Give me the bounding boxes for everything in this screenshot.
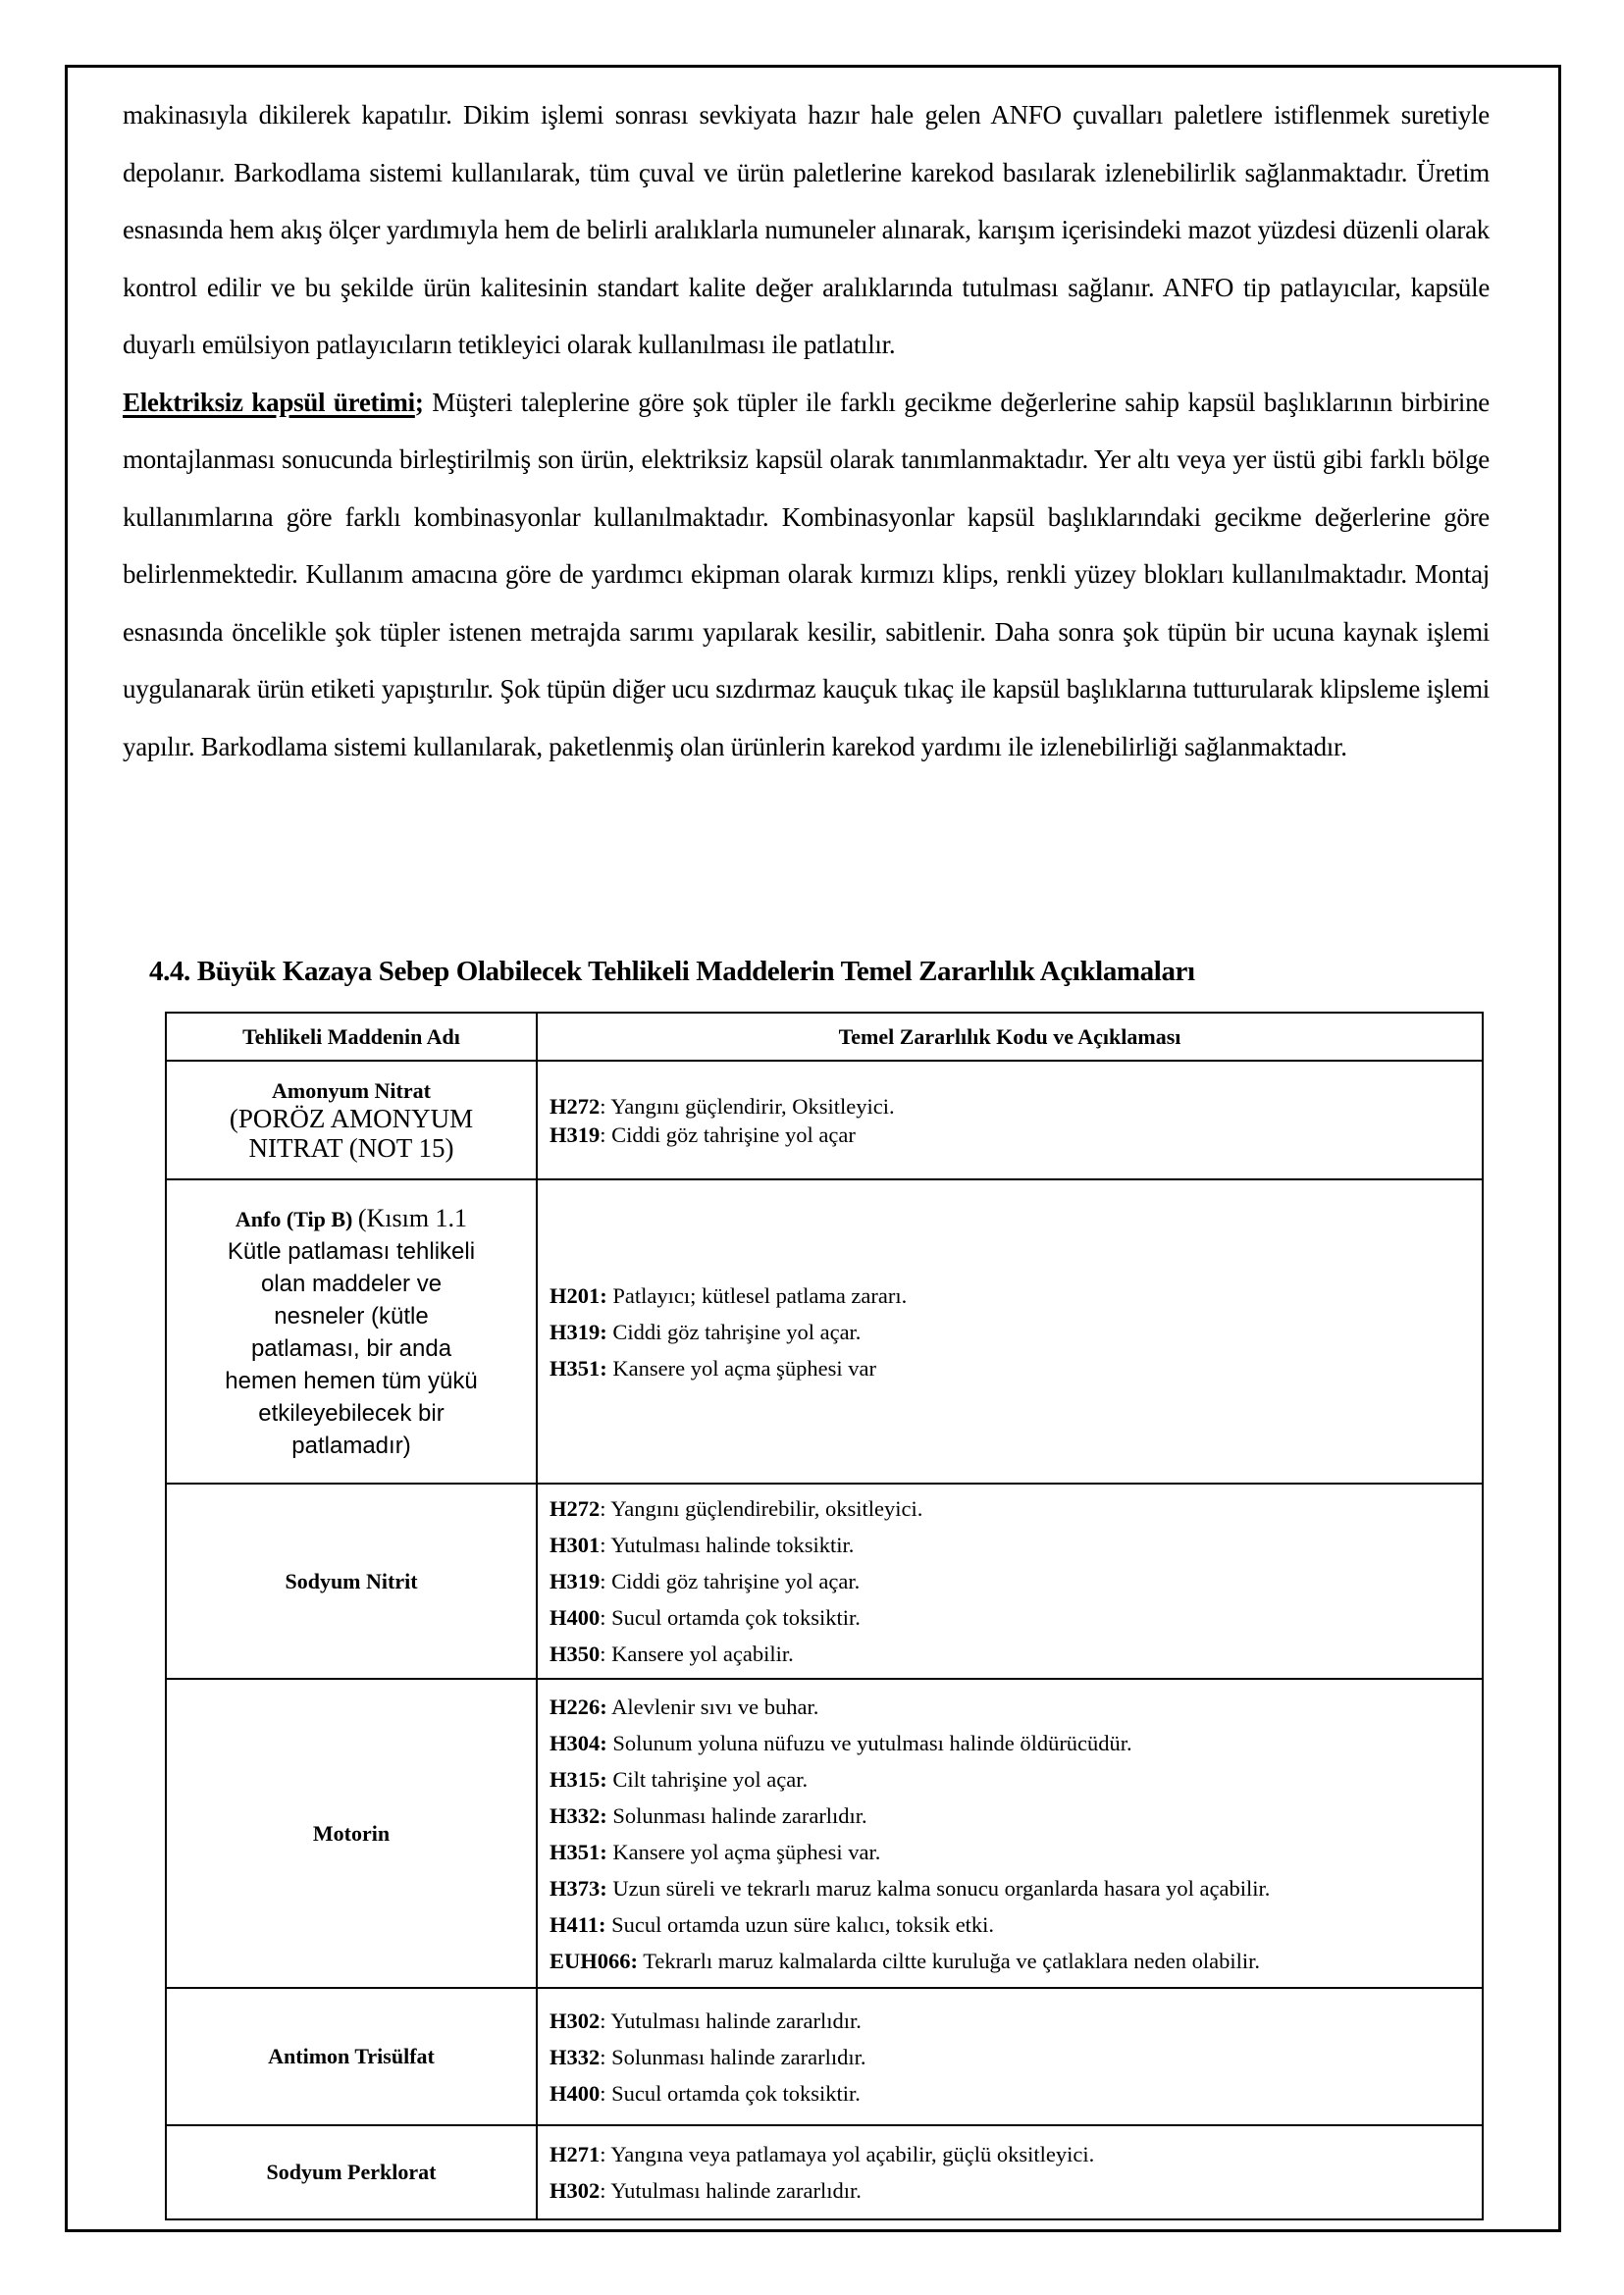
hazard-text: Yutulması halinde toksiktir. xyxy=(610,1533,855,1557)
hazard-text: Sucul ortamda çok toksiktir. xyxy=(611,1605,861,1630)
hazard-text: Kansere yol açma şüphesi var. xyxy=(612,1839,881,1864)
hazard-text: Patlayıcı; kütlesel patlama zararı. xyxy=(612,1282,908,1308)
inline-heading-punct: ; xyxy=(414,387,424,417)
hazard-codes-cell xyxy=(537,1988,1483,2125)
hazard-code: H351: xyxy=(550,1839,607,1864)
hazard-statement xyxy=(550,1761,1470,1798)
hazard-statement: H332: Solunması halinde zararlıdır. xyxy=(550,2044,866,2069)
hazard-code: H319 xyxy=(550,1121,601,1147)
hazard-text: Solunması halinde zararlıdır. xyxy=(611,2044,866,2069)
hazard-statement xyxy=(550,1943,1470,1979)
hazard-statement xyxy=(550,1906,1470,1943)
hazard-code: H302 xyxy=(550,2178,601,2203)
hazard-statement: H271: Yangına veya patlamaya yol açabilir, güçlü oksitleyici. xyxy=(550,2142,1095,2166)
hazard-codes-cell xyxy=(537,1061,1483,1179)
hazard-code: H411: xyxy=(550,1911,606,1937)
hazard-text: Sucul ortamda çok toksiktir. xyxy=(611,2080,861,2106)
hazard-code: H201: xyxy=(550,1282,607,1308)
hazard-statement: H272: Yangını güçlendirir, Oksitleyici. xyxy=(550,1093,895,1119)
body-text xyxy=(123,86,1490,775)
substance-name: Motorin xyxy=(312,1820,391,1846)
substance-note: olan maddeler ve xyxy=(260,1270,443,1297)
hazard-text: Ciddi göz tahrişine yol açar. xyxy=(611,1569,861,1593)
hazard-statement xyxy=(550,1798,1470,1834)
hazard-text: Kansere yol açma şüphesi var xyxy=(612,1355,877,1381)
hazard-table xyxy=(165,1012,1484,2220)
hazard-statement xyxy=(550,1725,1470,1761)
table-row xyxy=(166,1179,1483,1484)
hazard-statement: H272: Yangını güçlendirebilir, oksitleyici. xyxy=(550,1496,923,1521)
hazard-text: Solunum yoluna nüfuzu ve yutulması halinde öldürücüdür. xyxy=(612,1730,1132,1755)
hazard-text: Solunması halinde zararlıdır. xyxy=(612,1802,867,1828)
table-row xyxy=(166,2125,1483,2219)
hazard-codes-cell xyxy=(537,1679,1483,1988)
substance-name: Sodyum Nitrit xyxy=(285,1568,418,1593)
hazard-code: H332 xyxy=(550,2044,601,2069)
substance-name: Amonyum Nitrat xyxy=(272,1077,431,1103)
hazard-statement xyxy=(550,1834,1470,1870)
hazard-codes-cell xyxy=(537,1179,1483,1484)
substance-note: patlamadır) xyxy=(291,1432,411,1459)
substance-note: nesneler (kütle xyxy=(274,1302,429,1330)
hazard-statement: H400: Sucul ortamda çok toksiktir. xyxy=(550,2080,861,2106)
hazard-text: Alevlenir sıvı ve buhar. xyxy=(611,1694,819,1719)
hazard-code: H332: xyxy=(550,1802,607,1828)
section-number: 4.4. xyxy=(149,956,190,987)
inline-heading-electricless-detonator: Elektriksiz kapsül üretimi xyxy=(123,387,415,417)
hazard-text: Kansere yol açabilir. xyxy=(611,1642,794,1666)
hazard-code: H350 xyxy=(550,1642,601,1666)
hazard-statement xyxy=(550,1689,1470,1725)
hazard-code: H272 xyxy=(550,1093,601,1119)
hazard-code: H351: xyxy=(550,1355,607,1381)
hazard-code: H271 xyxy=(550,2142,601,2166)
hazard-code: H272 xyxy=(550,1496,601,1521)
hazard-text: Cilt tahrişine yol açar. xyxy=(612,1766,809,1792)
hazard-statement xyxy=(550,1870,1470,1906)
hazard-code: EUH066: xyxy=(550,1948,638,1973)
substance-note: hemen hemen tüm yükü xyxy=(225,1367,478,1394)
substance-name-cell xyxy=(166,1061,537,1179)
hazard-text: Yangını güçlendirebilir, oksitleyici. xyxy=(610,1496,923,1521)
substance-note: (PORÖZ AMONYUM xyxy=(229,1103,474,1133)
hazard-codes-cell xyxy=(537,2125,1483,2219)
hazard-statement xyxy=(550,1350,1470,1386)
hazard-statement: H319: Ciddi göz tahrişine yol açar. xyxy=(550,1569,861,1593)
hazard-code: H319: xyxy=(550,1319,607,1344)
table-row xyxy=(166,1988,1483,2125)
hazard-text: Sucul ortamda uzun süre kalıcı, toksik etki. xyxy=(611,1911,995,1937)
table-row xyxy=(166,1484,1483,1679)
table-header-row xyxy=(166,1013,1483,1061)
hazard-text: Ciddi göz tahrişine yol açar xyxy=(611,1121,856,1147)
hazard-code: H304: xyxy=(550,1730,607,1755)
substance-name: Sodyum Perklorat xyxy=(266,2160,437,2184)
table-row xyxy=(166,1679,1483,1988)
substance-note: Kütle patlaması tehlikeli xyxy=(227,1237,476,1265)
hazard-text: Yutulması halinde zararlıdır. xyxy=(610,2178,862,2203)
substance-note: patlaması, bir anda xyxy=(250,1334,452,1362)
hazard-statement: H301: Yutulması halinde toksiktir. xyxy=(550,1533,855,1557)
substance-note: NITRAT (NOT 15) xyxy=(248,1132,454,1163)
substance-class: (Kısım 1.1 xyxy=(357,1203,468,1232)
substance-name: Antimon Trisülfat xyxy=(268,2044,435,2068)
hazard-statement: H319: Ciddi göz tahrişine yol açar xyxy=(550,1121,856,1147)
hazard-statement: H350: Kansere yol açabilir. xyxy=(550,1642,794,1666)
section-heading xyxy=(149,956,1195,988)
hazard-code: H226: xyxy=(550,1694,607,1719)
paragraph-electricless-detonator xyxy=(123,374,1490,776)
header-substance-name: Tehlikeli Maddenin Adı xyxy=(166,1013,537,1061)
substance-name-cell xyxy=(166,1179,537,1484)
hazard-text: Yutulması halinde zararlıdır. xyxy=(610,2008,862,2033)
hazard-statement xyxy=(550,1278,1470,1314)
hazard-text: Ciddi göz tahrişine yol açar. xyxy=(612,1319,862,1344)
hazard-code: H400 xyxy=(550,1605,601,1630)
table-row xyxy=(166,1061,1483,1179)
paragraph-text: Müşteri taleplerine göre şok tüpler ile farklı gecikme değerlerine sahip kapsül başlıklarının birbirine montajlanması sonucunda birleştirilmiş son ürün, elektriksiz kapsül olarak tanımlanmaktadır. Yer altı veya yer üstü gibi farklı bölge kullanımlarına göre farklı kombinasyonlar kullanılmaktadır. Kombinasyonlar kapsül başlıklarındaki gecikme değerlerine göre belirlenmektedir. Kullanım amacına göre de yardımcı ekipman olarak kırmızı klips, renkli yüzey blokları kullanılmaktadır. Montaj esnasında öncelikle şok tüpler istenen metrajda sarımı yapılarak kesilir, sabitlenir. Daha sonra şok tüpün bir ucuna kaynak işlemi uygulanarak ürün etiketi yapıştırılır. Şok tüpün diğer ucu sızdırmaz kauçuk tıkaç ile kapsül başlıklarına tutturularak klipsleme işlemi yapılır. Barkodlama sistemi kullanılarak, paketlenmiş olan ürünlerin karekod yardımı ile izlenebilirliği sağlanmaktadır. xyxy=(123,387,1490,761)
substance-name-cell xyxy=(166,1484,537,1679)
hazard-code: H373: xyxy=(550,1875,607,1901)
paragraph-anfo-storage: makinasıyla dikilerek kapatılır. Dikim işlemi sonrası sevkiyata hazır hale gelen ANFO çuvalları paletlere istiflenmek suretiyle depolanır. Barkodlama sistemi kullanılarak, tüm çuval ve ürün paletlerine karekod basılarak izlenebilirlik sağlanmaktadır. Üretim esnasında hem akış ölçer yardımıyla hem de belirli aralıklarla numuneler alınarak, karışım içerisindeki mazot yüzdesi düzenli olarak kontrol edilir ve bu şekilde ürün kalitesinin standart kalite değer aralıklarında tutulması sağlanır. ANFO tip patlayıcılar, kapsüle duyarlı emülsiyon patlayıcıların tetikleyici olarak kullanılması ile patlatılır. xyxy=(123,100,1490,359)
hazard-text: Yangına veya patlamaya yol açabilir, güçlü oksitleyici. xyxy=(610,2142,1095,2166)
hazard-code: H302 xyxy=(550,2008,601,2033)
substance-name-cell xyxy=(166,1679,537,1988)
substance-name-cell xyxy=(166,2125,537,2219)
header-hazard-codes: Temel Zararlılık Kodu ve Açıklaması xyxy=(537,1013,1483,1061)
hazard-code: H319 xyxy=(550,1569,601,1593)
hazard-statement xyxy=(550,1314,1470,1350)
hazard-code: H301 xyxy=(550,1533,601,1557)
hazard-statement: H302: Yutulması halinde zararlıdır. xyxy=(550,2178,862,2203)
hazard-text: Tekrarlı maruz kalmalarda ciltte kuruluğa ve çatlaklara neden olabilir. xyxy=(643,1948,1260,1973)
hazard-statement: H302: Yutulması halinde zararlıdır. xyxy=(550,2008,862,2033)
substance-note: etkileyebilecek bir xyxy=(258,1399,445,1427)
substance-name: Anfo (Tip B) xyxy=(235,1206,358,1231)
substance-name-cell xyxy=(166,1988,537,2125)
hazard-text: Uzun süreli ve tekrarlı maruz kalma sonucu organlarda hasara yol açabilir. xyxy=(612,1875,1271,1901)
hazard-code: H315: xyxy=(550,1766,607,1792)
hazard-code: H400 xyxy=(550,2080,601,2106)
hazard-codes-cell xyxy=(537,1484,1483,1679)
hazard-statement: H400: Sucul ortamda çok toksiktir. xyxy=(550,1605,861,1630)
hazard-text: Yangını güçlendirir, Oksitleyici. xyxy=(610,1093,895,1119)
section-title: Büyük Kazaya Sebep Olabilecek Tehlikeli Maddelerin Temel Zararlılık Açıklamaları xyxy=(189,956,1195,987)
